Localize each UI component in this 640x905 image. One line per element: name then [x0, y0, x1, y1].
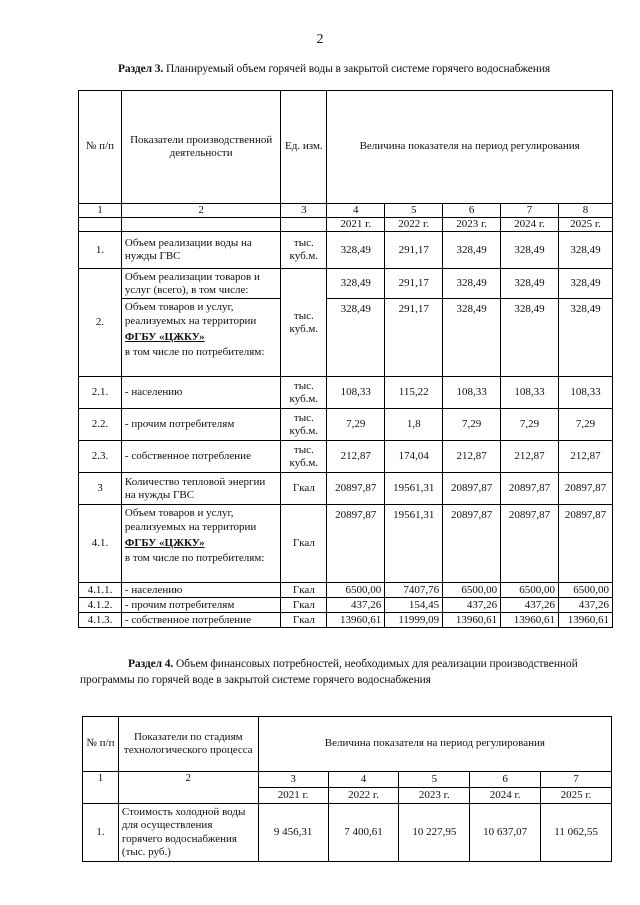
value-cell: 437,26 [559, 598, 613, 613]
col-number: 1 [79, 204, 122, 218]
header-indicator: Показатели по стадиям технологического процесса [118, 717, 258, 772]
value-cell: 1,8 [385, 409, 443, 441]
row-unit: тыс. куб.м. [281, 269, 327, 377]
value-cell: 328,49 [501, 232, 559, 269]
value-cell: 20897,87 [443, 473, 501, 505]
value-cell: 328,49 [327, 232, 385, 269]
value-cell: 328,49 [443, 269, 501, 299]
value-cell: 6500,00 [327, 583, 385, 598]
value-cell: 328,49 [559, 232, 613, 269]
row-label: - населению [121, 583, 280, 598]
value-cell: 13960,61 [327, 613, 385, 628]
col-number: 6 [470, 772, 541, 788]
col-number: 5 [385, 204, 443, 218]
row-label: Объем товаров и услуг, реализуемых на территории [124, 301, 257, 327]
value-cell: 7407,76 [385, 583, 443, 598]
row-label: Объем реализации товаров и услуг (всего), в том числе: [121, 269, 280, 299]
row-num: 1. [83, 804, 119, 862]
table-row [79, 598, 613, 613]
value-cell: 328,49 [501, 299, 559, 377]
table-row [79, 232, 613, 269]
col-number: 1 [83, 772, 119, 804]
section4-title [80, 657, 620, 688]
row-num: 2.2. [79, 409, 122, 441]
year-cell: 2022 г. [328, 788, 399, 804]
section4-table [82, 716, 612, 862]
row-unit: Гкал [281, 505, 327, 583]
row-unit: тыс. куб.м. [281, 409, 327, 441]
row-unit: тыс. куб.м. [281, 377, 327, 409]
row-unit: Гкал [281, 613, 327, 628]
value-cell: 7,29 [327, 409, 385, 441]
col-number: 5 [399, 772, 470, 788]
header-indicator: Показатели производственной деятельности [121, 91, 280, 204]
table-row [79, 269, 613, 299]
value-cell: 6500,00 [501, 583, 559, 598]
row-num: 1. [79, 232, 122, 269]
row-num: 4.1. [79, 505, 122, 583]
value-cell: 328,49 [443, 232, 501, 269]
year-cell: 2021 г. [327, 218, 385, 232]
table-row [79, 473, 613, 505]
page-number: 2 [316, 32, 324, 47]
col-number: 4 [328, 772, 399, 788]
value-cell: 108,33 [327, 377, 385, 409]
organization-name: ФГБУ «ЦЖКУ» [124, 536, 205, 549]
row-label: Стоимость холодной воды для осуществления горячего водоснабжения (тыс. руб.) [118, 804, 258, 862]
col-number: 2 [121, 204, 280, 218]
table-row [83, 804, 612, 862]
year-cell: 2024 г. [470, 788, 541, 804]
col-number: 7 [501, 204, 559, 218]
section3-title-text: Планируемый объем горячей воды в закрытой системе горячего водоснабжения [163, 63, 551, 75]
value-cell: 328,49 [327, 269, 385, 299]
col-number: 3 [281, 204, 327, 218]
header-unit: Ед. изм. [281, 91, 327, 204]
section3-table [78, 90, 613, 628]
value-cell: 108,33 [443, 377, 501, 409]
value-cell: 10 637,07 [470, 804, 541, 862]
value-cell: 108,33 [559, 377, 613, 409]
value-cell: 20897,87 [327, 505, 385, 583]
row-unit: Гкал [281, 583, 327, 598]
col-number: 8 [559, 204, 613, 218]
row-num: 4.1.1. [79, 583, 122, 598]
year-cell: 2024 г. [501, 218, 559, 232]
year-cell: 2025 г. [541, 788, 612, 804]
value-cell: 212,87 [559, 441, 613, 473]
year-cell: 2023 г. [399, 788, 470, 804]
col-number: 7 [541, 772, 612, 788]
row-sublabel: в том числе по потребителям: [124, 551, 265, 564]
organization-name: ФГБУ «ЦЖКУ» [124, 330, 205, 343]
value-cell: 212,87 [443, 441, 501, 473]
table-row [79, 505, 613, 583]
value-cell: 20897,87 [443, 505, 501, 583]
value-cell: 20897,87 [501, 473, 559, 505]
value-cell: 13960,61 [501, 613, 559, 628]
value-cell: 20897,87 [327, 473, 385, 505]
col-number: 4 [327, 204, 385, 218]
value-cell: 328,49 [559, 299, 613, 377]
value-cell: 19561,31 [385, 473, 443, 505]
value-cell: 291,17 [385, 299, 443, 377]
value-cell: 154,45 [385, 598, 443, 613]
year-cell: 2022 г. [385, 218, 443, 232]
value-cell: 174,04 [385, 441, 443, 473]
row-label: Количество тепловой энергии на нужды ГВС [121, 473, 280, 505]
value-cell: 20897,87 [559, 505, 613, 583]
value-cell: 7,29 [501, 409, 559, 441]
table-row [79, 409, 613, 441]
row-label: - собственное потребление [121, 441, 280, 473]
col-number: 2 [118, 772, 258, 804]
value-cell: 328,49 [559, 269, 613, 299]
header-value: Величина показателя на период регулирования [327, 91, 613, 204]
section4-title-bold: Раздел 4. [128, 658, 174, 670]
row-label: - населению [121, 377, 280, 409]
value-cell: 20897,87 [501, 505, 559, 583]
value-cell: 291,17 [385, 269, 443, 299]
value-cell: 11999,09 [385, 613, 443, 628]
value-cell: 7 400,61 [328, 804, 399, 862]
year-cell: 2023 г. [443, 218, 501, 232]
value-cell: 328,49 [443, 299, 501, 377]
value-cell: 7,29 [443, 409, 501, 441]
value-cell: 328,49 [501, 269, 559, 299]
col-number: 6 [443, 204, 501, 218]
row-num: 2.1. [79, 377, 122, 409]
table-row [79, 377, 613, 409]
section3-title [118, 62, 588, 78]
table-row [79, 583, 613, 598]
value-cell: 9 456,31 [258, 804, 328, 862]
year-cell: 2025 г. [559, 218, 613, 232]
section3-title-bold: Раздел 3. [118, 63, 164, 75]
value-cell: 437,26 [327, 598, 385, 613]
row-num: 2.3. [79, 441, 122, 473]
row-unit: тыс. куб.м. [281, 232, 327, 269]
value-cell: 212,87 [501, 441, 559, 473]
row-sublabel: в том числе по потребителям: [124, 345, 265, 358]
row-unit: тыс. куб.м. [281, 441, 327, 473]
value-cell: 13960,61 [559, 613, 613, 628]
header-num: № п/п [83, 717, 119, 772]
value-cell: 328,49 [327, 299, 385, 377]
value-cell: 7,29 [559, 409, 613, 441]
value-cell: 291,17 [385, 232, 443, 269]
table-row [79, 613, 613, 628]
section4-title-text: Объем финансовых потребностей, необходимых для реализации производственной программы по горячей воде в закрытой системе горячего водоснабжения [80, 658, 578, 686]
row-num: 4.1.2. [79, 598, 122, 613]
row-num: 2. [79, 269, 122, 377]
header-num: № п/п [79, 91, 122, 204]
value-cell: 212,87 [327, 441, 385, 473]
table-row [79, 441, 613, 473]
value-cell: 10 227,95 [399, 804, 470, 862]
row-num: 4.1.3. [79, 613, 122, 628]
row-label: Объем реализации воды на нужды ГВС [121, 232, 280, 269]
value-cell: 115,22 [385, 377, 443, 409]
table-row [79, 299, 613, 377]
row-unit: Гкал [281, 473, 327, 505]
value-cell: 437,26 [443, 598, 501, 613]
row-label: - собственное потребление [121, 613, 280, 628]
value-cell: 6500,00 [443, 583, 501, 598]
row-unit: Гкал [281, 598, 327, 613]
value-cell: 6500,00 [559, 583, 613, 598]
year-cell: 2021 г. [258, 788, 328, 804]
value-cell: 20897,87 [559, 473, 613, 505]
row-label: - прочим потребителям [121, 598, 280, 613]
value-cell: 437,26 [501, 598, 559, 613]
value-cell: 19561,31 [385, 505, 443, 583]
col-number: 3 [258, 772, 328, 788]
header-value: Величина показателя на период регулирования [258, 717, 611, 772]
row-num: 3 [79, 473, 122, 505]
value-cell: 13960,61 [443, 613, 501, 628]
value-cell: 108,33 [501, 377, 559, 409]
value-cell: 11 062,55 [541, 804, 612, 862]
row-label: Объем товаров и услуг, реализуемых на территории [124, 507, 257, 533]
row-label: - прочим потребителям [121, 409, 280, 441]
